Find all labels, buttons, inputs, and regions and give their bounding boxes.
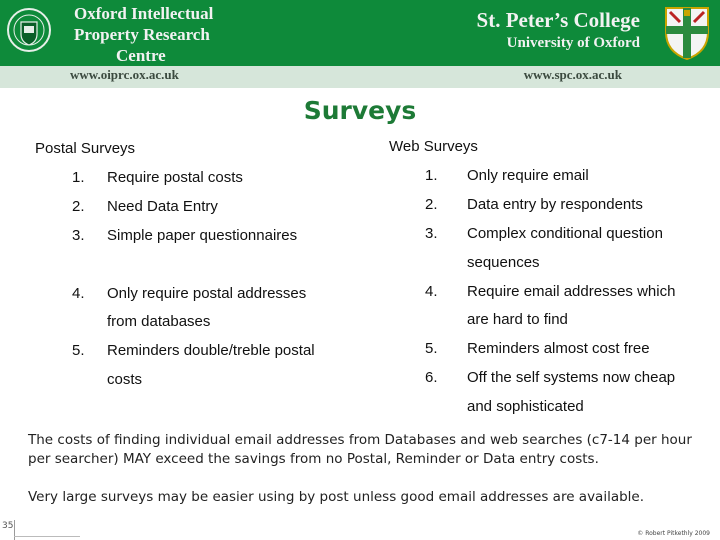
footer-divider	[14, 520, 15, 540]
copyright-notice: © Robert Pitkethly 2009	[637, 530, 710, 537]
web-item-number: 1.	[425, 167, 438, 184]
spc-url: www.spc.ox.ac.uk	[523, 67, 622, 82]
oiprc-url: www.oiprc.ox.ac.uk	[70, 67, 179, 82]
postal-item-text: from databases	[107, 313, 211, 330]
web-item-number: 4.	[425, 283, 438, 300]
web-item-text: Reminders almost cost free	[467, 340, 650, 357]
web-item-text: and sophisticated	[467, 398, 584, 415]
postal-item-text: Need Data Entry	[107, 198, 218, 215]
college-name: St. Peter’s College	[476, 8, 640, 32]
postal-item-text: costs	[107, 371, 143, 388]
web-item-text: Require email addresses which	[467, 283, 676, 300]
web-item-text: Data entry by respondents	[467, 196, 643, 213]
slide-title: Surveys	[303, 96, 417, 125]
college-shield-icon	[662, 4, 712, 62]
left-name-line: Centre	[116, 46, 166, 65]
left-name-line: Oxford Intellectual	[74, 4, 214, 23]
postal-item-number: 2.	[72, 198, 85, 215]
large-surveys-paragraph: Very large surveys may be easier using by post unless good email addresses are available.	[28, 489, 645, 505]
university-name: University of Oxford	[506, 35, 640, 51]
web-item-text: Off the self systems now cheap	[467, 369, 676, 386]
web-item-text: are hard to find	[467, 311, 568, 328]
slide-number: 35	[2, 521, 14, 531]
postal-item-text: Reminders double/treble postal	[107, 342, 315, 359]
postal-surveys-heading: Postal Surveys	[35, 140, 136, 157]
postal-item-number: 5.	[72, 342, 85, 359]
postal-item-text: Simple paper questionnaires	[107, 227, 298, 244]
cost-comparison-paragraph: The costs of finding individual email addresses from Databases and web searches (c7-14 per hour per searcher) MAY exceed the savings from no Postal, Reminder or Data entry costs.	[28, 432, 692, 467]
header-banner	[0, 0, 720, 88]
web-item-text: Only require email	[467, 167, 589, 184]
footer-rule	[14, 536, 80, 537]
postal-item-number: 1.	[72, 169, 85, 186]
web-item-number: 3.	[425, 225, 438, 242]
oxford-ip-centre-name	[74, 3, 234, 66]
web-item-text: Complex conditional question	[467, 225, 663, 242]
st-peters-college-name	[460, 8, 640, 54]
web-item-text: sequences	[467, 254, 540, 271]
web-item-number: 5.	[425, 340, 438, 357]
web-item-number: 6.	[425, 369, 438, 386]
postal-item-text: Only require postal addresses	[107, 285, 307, 302]
postal-item-number: 4.	[72, 285, 85, 302]
web-surveys-heading: Web Surveys	[389, 138, 478, 155]
left-name-line: Property Research	[74, 25, 210, 44]
postal-item-number: 3.	[72, 227, 85, 244]
web-item-number: 2.	[425, 196, 438, 213]
university-crest-icon	[6, 4, 52, 60]
postal-item-text: Require postal costs	[107, 169, 243, 186]
footer	[0, 516, 720, 540]
